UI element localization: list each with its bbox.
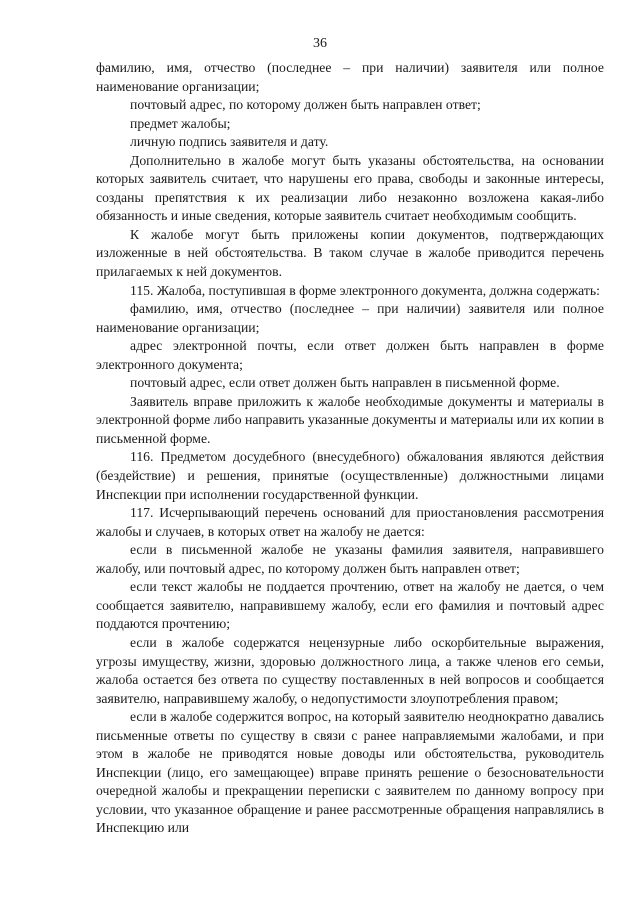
paragraph: 115. Жалоба, поступившая в форме электронного документа, должна содержать:	[130, 282, 600, 298]
paragraph: 116. Предметом досудебного (внесудебного) обжалования являются действия (бездействие) и решения, принятые (осуществленные) должностными лицами Инспекции при исполнении государственной функции.	[96, 449, 604, 502]
paragraph: почтовый адрес, по которому должен быть направлен ответ;	[130, 97, 481, 113]
paragraph: если в письменной жалобе не указаны фамилия заявителя, направившего жалобу, или почтовый адрес, по которому должен быть направлен ответ;	[96, 542, 604, 576]
paragraph: Заявитель вправе приложить к жалобе необходимые документы и материалы в электронной форме либо направить указанные документы и материалы или их копии в письменной форме.	[96, 393, 604, 446]
paragraph: Дополнительно в жалобе могут быть указаны обстоятельства, на основании которых заявитель считает, что нарушены его права, свободы и законные интересы, созданы препятствия к их реализации либо незаконно возложена какая-либо обязанность и иные сведения, которые заявитель считает необходимым сообщить.	[96, 152, 604, 224]
paragraph: если текст жалобы не поддается прочтению, ответ на жалобу не дается, о чем сообщается заявителю, направившему жалобу, если его фамилия и почтовый адрес поддаются прочтению;	[96, 579, 604, 632]
paragraph: почтовый адрес, если ответ должен быть направлен в письменной форме.	[130, 375, 560, 391]
document-body	[96, 59, 604, 838]
paragraph: 117. Исчерпывающий перечень оснований для приостановления рассмотрения жалобы и случаев, в которых ответ на жалобу не дается:	[96, 505, 604, 539]
paragraph: фамилию, имя, отчество (последнее – при наличии) заявителя или полное наименование организации;	[96, 60, 604, 94]
paragraph: адрес электронной почты, если ответ должен быть направлен в форме электронного документа;	[96, 338, 604, 372]
paragraph: если в жалобе содержатся нецензурные либо оскорбительные выражения, угрозы имуществу, жизни, здоровью должностного лица, а также членов его семьи, жалоба остается без ответа по существу поставленных в ней вопросов и сообщается заявителю, направившему жалобу, о недопустимости злоупотребления правом;	[96, 634, 604, 706]
paragraph: предмет жалобы;	[130, 115, 231, 131]
page-number: 36	[313, 36, 327, 51]
paragraph: личную подпись заявителя и дату.	[130, 134, 329, 150]
paragraph: если в жалобе содержится вопрос, на который заявителю неоднократно давались письменные ответы по существу в связи с ранее направляемыми жалобами, и при этом в жалобе не приводятся новые доводы или обстоятельства, руководитель Инспекции (лицо, его замещающее) вправе принять решение о безосновательности очередной жалобы и прекращении переписки с заявителем по данному вопросу при условии, что указанное обращение и ранее рассмотренные обращения направлялись в Инспекцию или	[96, 709, 604, 836]
paragraph: К жалобе могут быть приложены копии документов, подтверждающих изложенные в ней обстоятельства. В таком случае в жалобе приводится перечень прилагаемых к ней документов.	[96, 226, 604, 280]
paragraph: фамилию, имя, отчество (последнее – при наличии) заявителя или полное наименование организации;	[96, 301, 604, 335]
